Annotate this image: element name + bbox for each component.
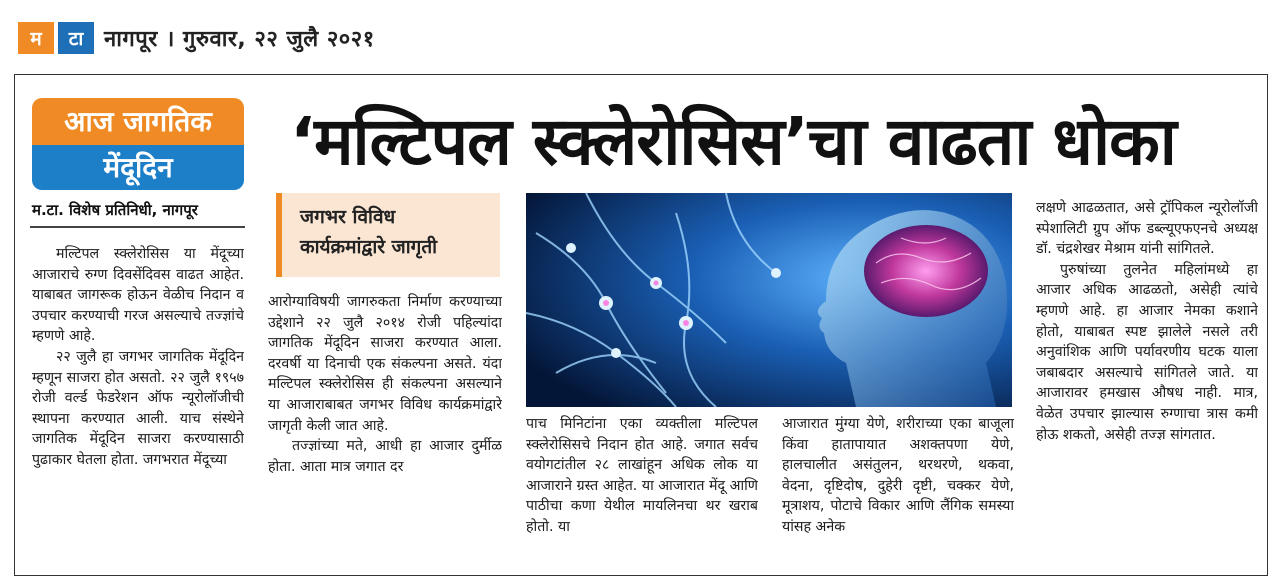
byline: म.टा. विशेष प्रतिनिधी, नागपूर xyxy=(32,201,198,219)
col1-para-1: मल्टिपल स्क्लेरोसिस या मेंदूच्या आजाराचे रुग्ण दिवसेंदिवस वाढत आहेत. याबाबत जागरूक होऊन वेळीच निदान व उपचार करण्याची गरज असल्याचे तज्ज्ञांचे म्हणणे आहे. xyxy=(32,246,244,345)
column-4 xyxy=(782,414,1014,566)
headline: ‘मल्टिपल स्क्लेरोसिस’चा वाढता धोका xyxy=(290,103,1176,180)
column-5 xyxy=(1036,198,1258,566)
byline-rule xyxy=(30,226,245,228)
col3-para-1: पाच मिनिटांना एका व्यक्तीला मल्टिपल स्क्लेरोसिसचे निदान होत आहे. जगात सर्वच वयोगटांतील २८ लाखांहून अधिक लोक या आजाराने ग्रस्त आहेत. या आजारात मेंदू आणि पाठीचा कणा येथील मायलिनचा थर खराब होतो. या xyxy=(526,416,758,535)
column-2 xyxy=(268,292,502,566)
dateline: नागपूर । गुरुवार, २२ जुलै २०२१ xyxy=(104,27,375,52)
badge-line2: मेंदूदिन xyxy=(32,145,244,190)
col2-para-1: आरोग्याविषयी जागरुकता निर्माण करण्याच्या उद्देशाने २२ जुलै २०१४ रोजी पहिल्यांदा जागतिक मेंदूदिन साजरा करण्यात आला. दरवर्षी या दिनाची एक संकल्पना असते. यंदा मल्टिपल स्क्लेरोसिस ही संकल्पना असल्याने या आजाराबाबत जगभर विविध कार्यक्रमांद्वारे जागृती केली जात आहे. xyxy=(268,294,502,434)
badge-line1: आज जागतिक xyxy=(32,98,244,145)
logo-ta: टा xyxy=(58,22,94,54)
brain-illustration-svg xyxy=(526,193,1012,407)
masthead xyxy=(18,22,375,54)
subhead-box xyxy=(276,193,500,277)
col2-para-2: तज्ज्ञांच्या मते, आधी हा आजार दुर्मीळ होता. आता मात्र जगात दर xyxy=(268,438,502,475)
column-1 xyxy=(32,244,244,566)
logo-ma: म xyxy=(18,22,54,54)
column-3 xyxy=(526,414,758,566)
col4-para-1: आजारात मुंग्या येणे, शरीराच्या एका बाजूला किंवा हातापायात अशक्तपणा येणे, हालचालीत असंतुलन, थरथरणे, थकवा, वेदना, दृष्टिदोष, दुहेरी दृष्टी, चक्कर येणे, मूत्राशय, पोटाचे विकार आणि लैंगिक समस्या यांसह अनेक xyxy=(782,416,1014,535)
col5-para-1: लक्षणे आढळतात, असे ट्रॉपिकल न्यूरोलॉजी स्पेशालिटी ग्रुप ऑफ डब्ल्यूएफएनचे अध्यक्ष डॉ. चंद्रशेखर मेश्राम यांनी सांगितले. xyxy=(1036,200,1258,258)
subhead-line2: कार्यक्रमांद्वारे जागृती xyxy=(300,236,438,258)
world-brain-day-badge xyxy=(32,98,244,190)
col1-para-2: २२ जुलै हा जगभर जागतिक मेंदूदिन म्हणून साजरा होत असतो. २२ जुलै १९५७ रोजी वर्ल्ड फेडरेशन ऑफ न्यूरोलॉजीची स्थापना करण्यात आली. याच संस्थेने जागतिक मेंदूदिन साजरा करण्यासाठी पुढाकार घेतला होता. जगभरात मेंदूच्या xyxy=(32,348,244,468)
brain-neuron-illustration xyxy=(526,193,1012,407)
subhead-line1: जगभर विविध xyxy=(300,206,396,228)
col5-para-2: पुरुषांच्या तुलनेत महिलांमध्ये हा आजार अधिक आढळतो, असेही त्यांचे म्हणणे आहे. हा आजार नेमका कशाने होतो, याबाबत स्पष्ट झालेले नसले तरी अनुवांशिक आणि पर्यावरणीय घटक याला जबाबदार असल्याचे सांगितले जाते. या आजारावर हमखास औषध नाही. मात्र, वेळेत उपचार झाल्यास रुग्णाचा त्रास कमी होऊ शकतो, असेही तज्ज्ञ सांगतात. xyxy=(1036,261,1258,443)
